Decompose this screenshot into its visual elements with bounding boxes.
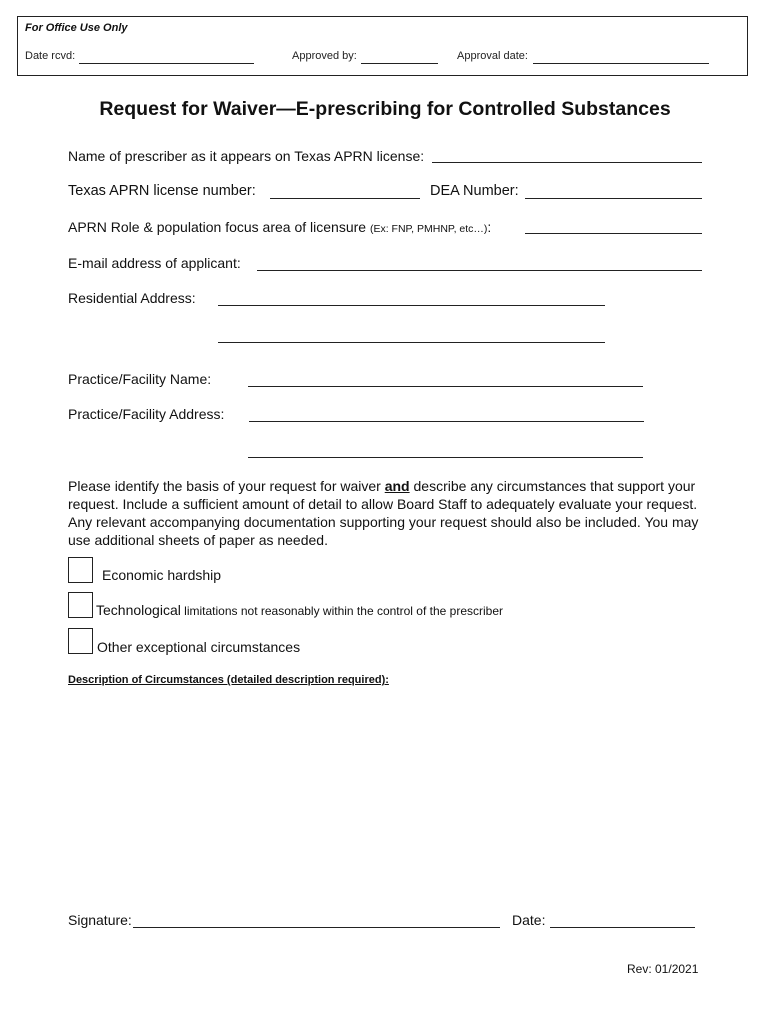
prescriber-name-label: Name of prescriber as it appears on Texas APRN license: xyxy=(68,148,425,164)
approved-by-label: Approved by: xyxy=(292,50,357,62)
instructions-pre: Please identify the basis of your request for waiver xyxy=(68,478,385,494)
approval-date-label: Approval date: xyxy=(457,50,528,62)
revision-label: Rev: 01/2021 xyxy=(627,962,699,976)
description-area[interactable] xyxy=(68,695,702,895)
instructions-emphasis: and xyxy=(384,478,410,494)
aprn-role-hint: (Ex: FNP, PMHNP, etc…) xyxy=(369,223,488,235)
aprn-role-label-text: APRN Role & population focus area of licensure xyxy=(68,219,367,235)
description-heading: Description of Circumstances (detailed description required): xyxy=(68,674,389,686)
email-field[interactable] xyxy=(257,270,702,271)
technological-label-main: Technological xyxy=(96,602,181,618)
aprn-role-colon: : xyxy=(487,219,492,235)
technological-limitations-label xyxy=(96,602,503,618)
facility-address-field-line1[interactable] xyxy=(249,421,644,422)
economic-hardship-checkbox[interactable] xyxy=(68,557,93,583)
residential-address-label: Residential Address: xyxy=(68,290,196,306)
instructions-post: describe any circumstances that support your request. Include a sufficient amount of detail to allow Board Staff to adequately evaluate your request. Any relevant accompanying documentation supporting your request should also be included. You may use additional sheets of paper as needed. xyxy=(68,478,699,548)
other-circumstances-checkbox[interactable] xyxy=(68,628,93,654)
license-number-label: Texas APRN license number: xyxy=(68,183,256,199)
facility-name-label: Practice/Facility Name: xyxy=(68,371,212,387)
signature-date-label: Date: xyxy=(512,912,546,928)
facility-address-field-line2[interactable] xyxy=(248,457,643,458)
residential-address-field-line2[interactable] xyxy=(218,342,605,343)
facility-name-field[interactable] xyxy=(248,386,643,387)
dea-number-field[interactable] xyxy=(525,198,702,199)
residential-address-field-line1[interactable] xyxy=(218,305,605,306)
approval-date-field[interactable] xyxy=(533,63,709,64)
technological-limitations-checkbox[interactable] xyxy=(68,592,93,618)
instructions-paragraph xyxy=(68,477,708,549)
dea-number-label: DEA Number: xyxy=(430,183,519,199)
technological-label-rest: limitations not reasonably within the control of the prescriber xyxy=(180,604,504,618)
aprn-role-field[interactable] xyxy=(525,233,702,234)
date-received-field[interactable] xyxy=(79,63,254,64)
signature-field[interactable] xyxy=(133,927,500,928)
date-received-label: Date rcvd: xyxy=(25,50,76,62)
economic-hardship-label: Economic hardship xyxy=(102,567,222,583)
aprn-role-label xyxy=(68,219,491,235)
prescriber-name-field[interactable] xyxy=(432,162,702,163)
signature-label: Signature: xyxy=(68,912,132,928)
office-use-title: For Office Use Only xyxy=(25,22,128,34)
page-title: Request for Waiver—E-prescribing for Controlled Substances xyxy=(99,98,671,120)
email-label: E-mail address of applicant: xyxy=(68,255,241,271)
approved-by-field[interactable] xyxy=(361,63,438,64)
license-number-field[interactable] xyxy=(270,198,420,199)
facility-address-label: Practice/Facility Address: xyxy=(68,406,225,422)
other-circumstances-label: Other exceptional circumstances xyxy=(97,639,301,655)
signature-date-field[interactable] xyxy=(550,927,695,928)
